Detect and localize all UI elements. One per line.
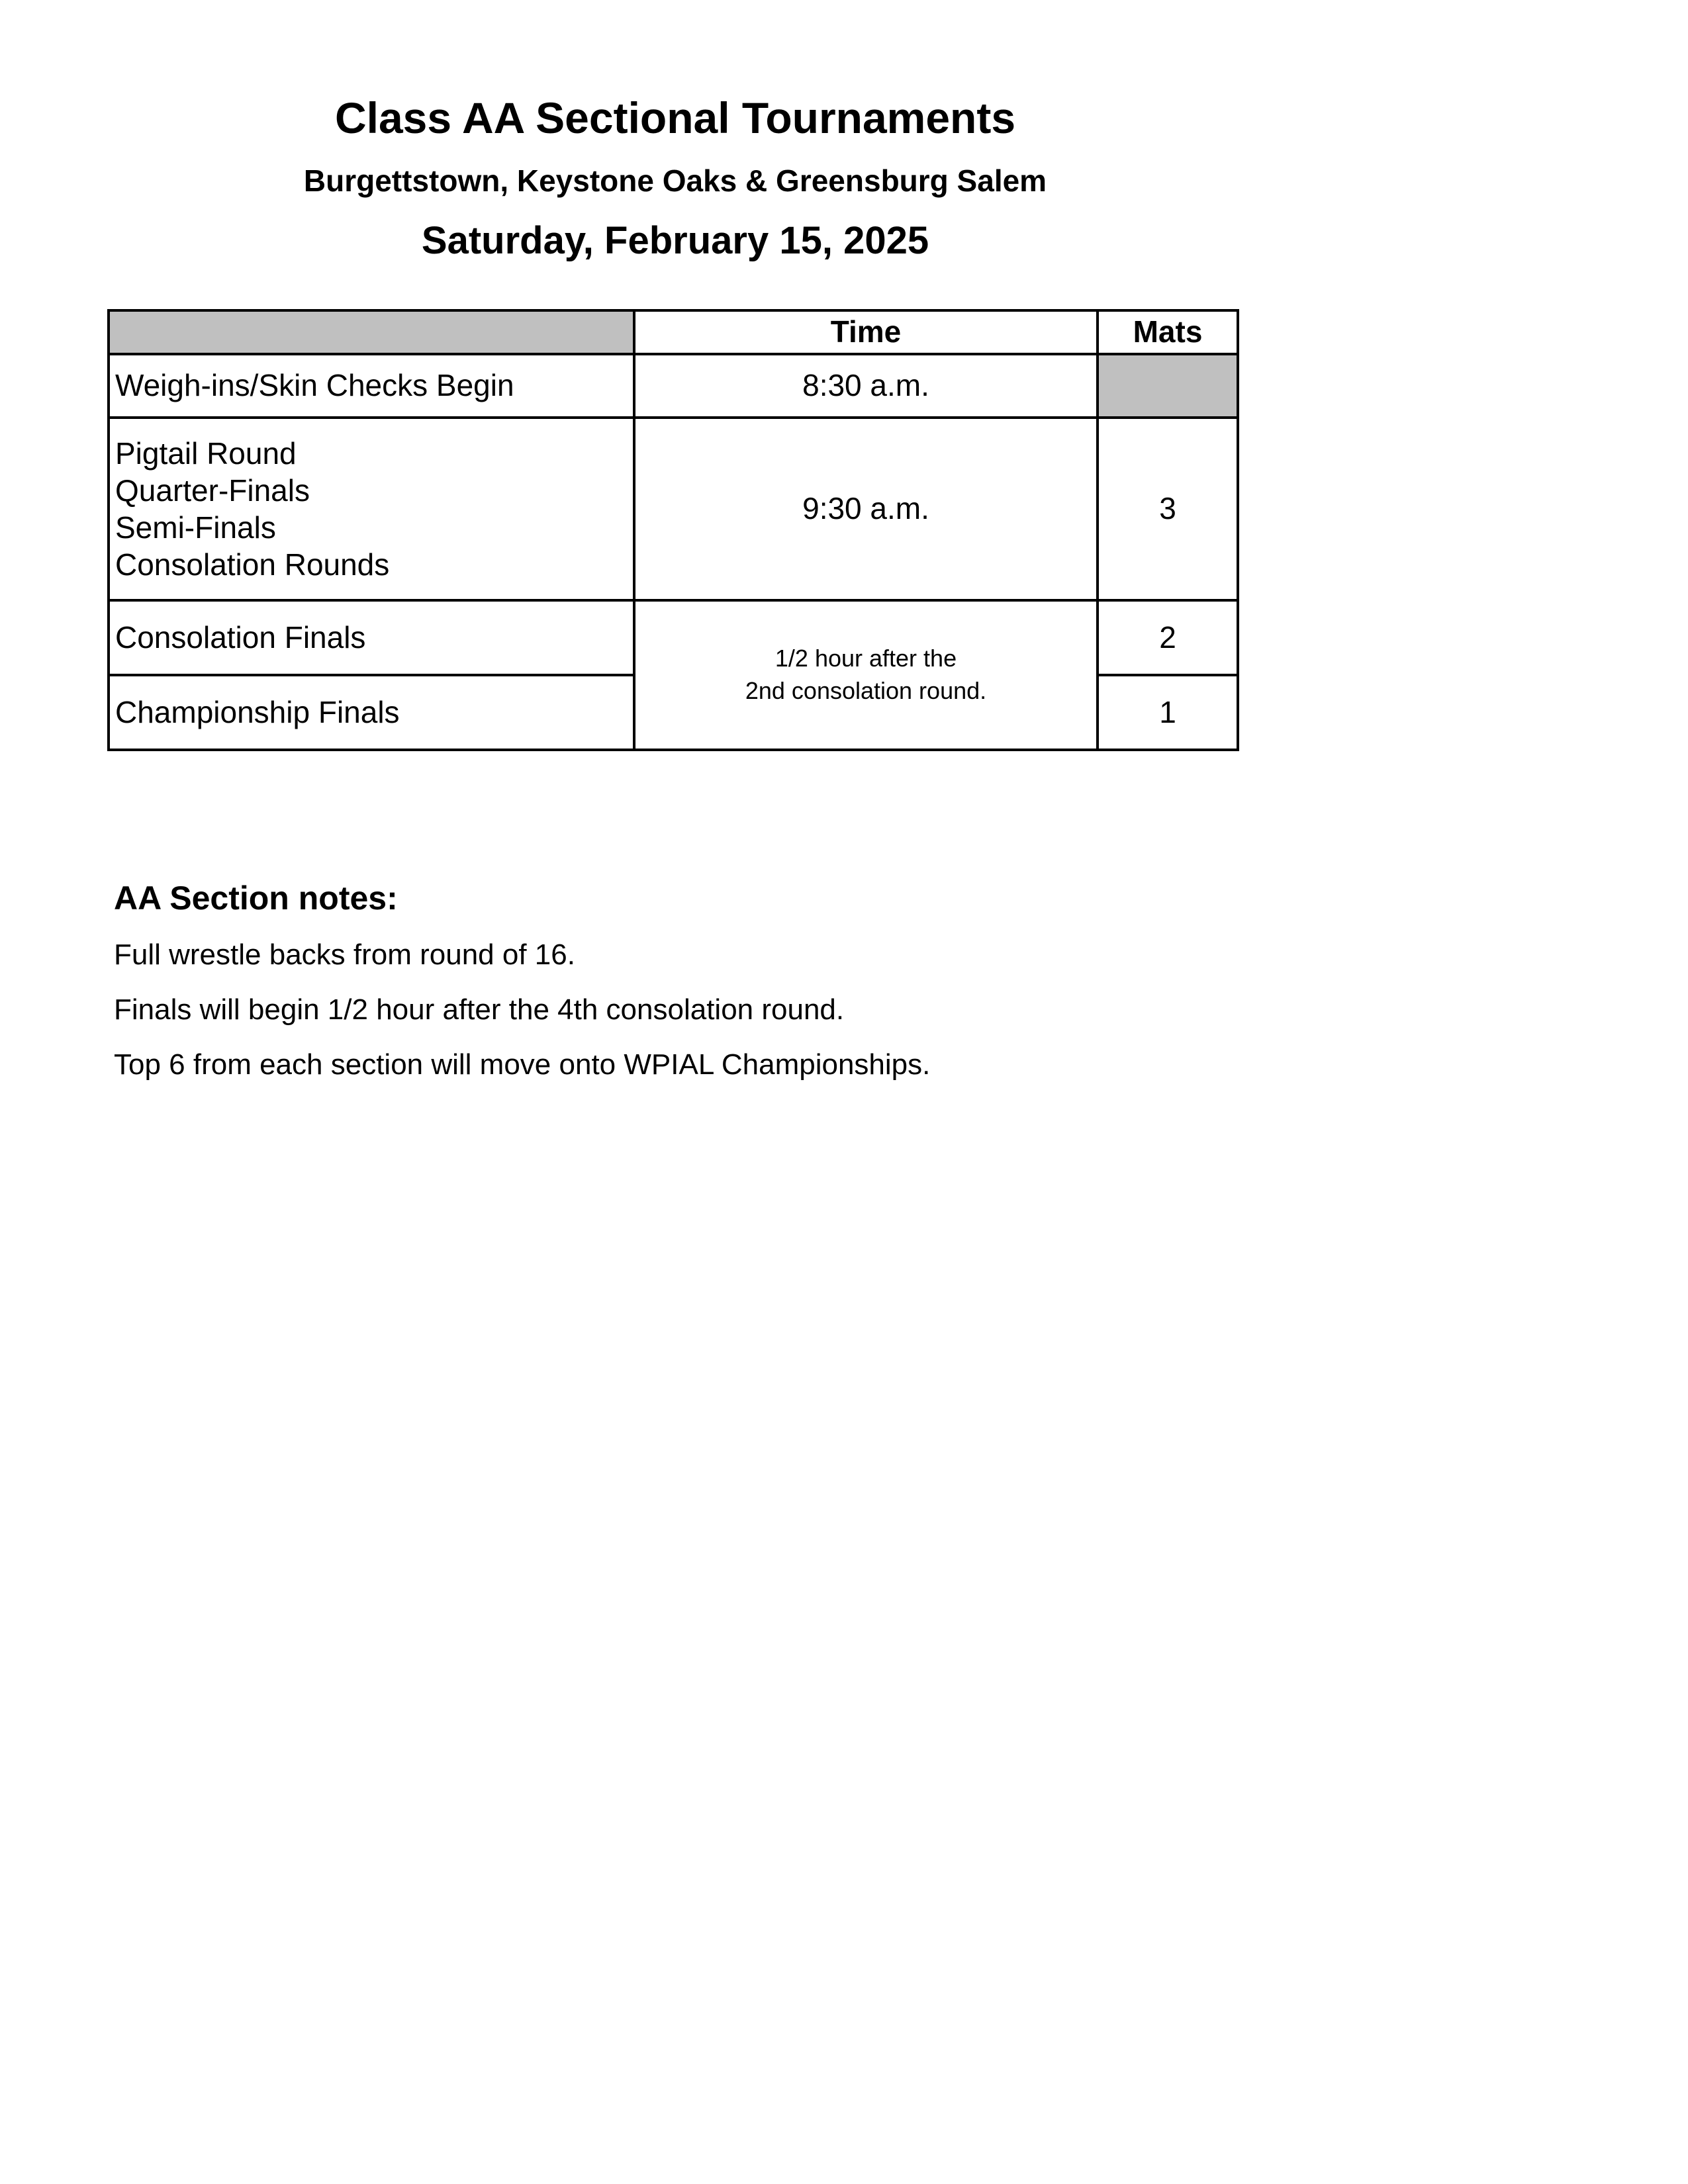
table-row xyxy=(109,418,1238,600)
event-label: Consolation Rounds xyxy=(115,547,390,582)
table-header-row xyxy=(109,310,1238,354)
event-cell xyxy=(109,600,634,675)
mats-cell xyxy=(1098,354,1238,418)
notes-heading: AA Section notes: xyxy=(114,880,398,917)
event-cell xyxy=(109,418,634,600)
event-label: Weigh-ins/Skin Checks Begin xyxy=(115,368,514,403)
time-line: 1/2 hour after the xyxy=(774,645,957,672)
mats-cell: 3 xyxy=(1098,418,1238,600)
event-label: Consolation Finals xyxy=(115,619,366,655)
note-item: Top 6 from each section will move onto WPIAL Championships. xyxy=(114,1048,931,1081)
header-blank-cell xyxy=(109,310,634,354)
mats-cell: 1 xyxy=(1098,675,1238,750)
note-item: Full wrestle backs from round of 16. xyxy=(114,938,575,971)
time-cell xyxy=(634,600,1098,750)
event-cell xyxy=(109,354,634,418)
time-cell: 8:30 a.m. xyxy=(634,354,1098,418)
page-title: Class AA Sectional Tournaments xyxy=(334,93,1016,142)
event-label: Quarter-Finals xyxy=(115,473,310,508)
event-label: Pigtail Round xyxy=(115,436,297,471)
locations-subtitle: Burgettstown, Keystone Oaks & Greensburg Salem xyxy=(303,163,1047,198)
mats-cell: 2 xyxy=(1098,600,1238,675)
event-cell xyxy=(109,675,634,750)
schedule-table xyxy=(107,309,1239,751)
header-time: Time xyxy=(634,310,1098,354)
header-mats: Mats xyxy=(1098,310,1238,354)
table-row xyxy=(109,354,1238,418)
event-date: Saturday, February 15, 2025 xyxy=(421,219,929,262)
time-line: 2nd consolation round. xyxy=(745,677,987,704)
event-label: Championship Finals xyxy=(115,694,400,729)
time-cell: 9:30 a.m. xyxy=(634,418,1098,600)
event-label: Semi-Finals xyxy=(115,510,276,545)
note-item: Finals will begin 1/2 hour after the 4th consolation round. xyxy=(114,993,845,1026)
table-row xyxy=(109,600,1238,675)
